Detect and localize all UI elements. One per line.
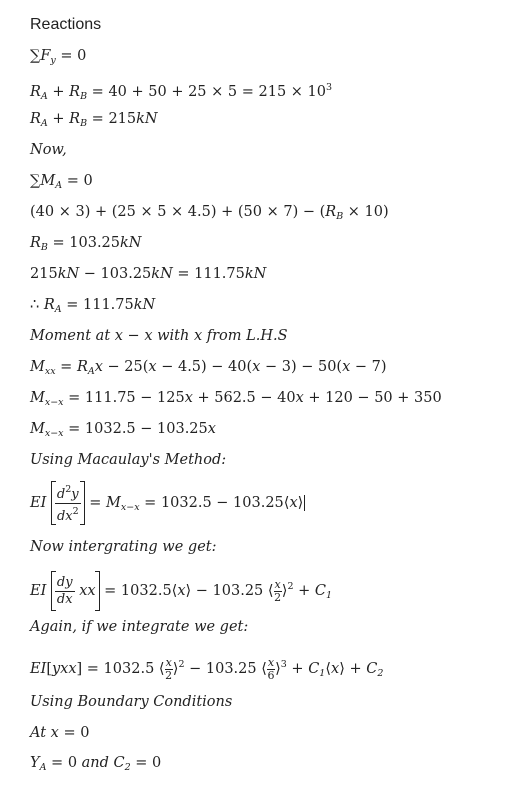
equation-second-integral: EI[yxx] = 1032.5 ⟨ $\frac{x}{2}$ ⟩$^2$ − 103.25 ⟨ $\frac{x}{6}$ ⟩$^3$ + $C_1⟨x⟩ + C_2$ xyxy=(30,655,384,682)
equation-second-derivative: EI $\frac{d^2y}{dx^2}$ = $M_{x-x} = 1032.5$ − 103.25⟨x⟩ xyxy=(30,481,305,530)
text-at-x-zero: At x = 0 xyxy=(30,725,90,741)
equation-mx-expanded: $M_{x-x} = 111.75 - 125x + 562.5 - 40x + 120 - 50 + 350$ xyxy=(30,390,442,408)
equation-mxx: $M_{xx} = R_Ax - 25(x - 4.5) - 40(x - 3) - 50(x - 7)$ xyxy=(30,359,387,377)
page-title: Reactions xyxy=(30,16,102,33)
text-moment-at-x: Moment at x − x with x from L.H.S xyxy=(30,328,288,344)
equation-reaction-total: $R_A + R_B = 215kN$ xyxy=(30,111,158,129)
equation-sum-fy: $\sum F_y = 0$ xyxy=(30,48,87,66)
text-macaulay: Using Macaulay's Method: xyxy=(30,452,227,468)
text-again-integrate: Again, if we integrate we get: xyxy=(30,619,249,635)
equation-ra: ∴ $R_A = 111.75kN$ xyxy=(30,297,156,315)
text-boundary-conditions: Using Boundary Conditions xyxy=(30,694,233,710)
text-integrating: Now intergrating we get: xyxy=(30,539,217,555)
equation-mx-simplified: $M_{x-x} = 1032.5 - 103.25x$ xyxy=(30,421,216,439)
text-now: Now, xyxy=(30,142,67,158)
equation-moment-terms: $(40 \times 3) + (25 \times 5 \times 4.5) + (50 \times 7) - (R_B \times 10)$ xyxy=(30,204,389,222)
equation-rb: $R_B = 103.25kN$ xyxy=(30,235,142,253)
equation-difference: 215kN − 103.25kN = 111.75kN xyxy=(30,266,267,282)
equation-sum-ma: $\sum M_A = 0$ xyxy=(30,173,93,191)
equation-first-integral: EI $\frac{dy}{dx}$ xx = 1032.5⟨x⟩ − 103.25 ⟨ $\frac{x}{2}$ ⟩$^2$ + $C_1$ xyxy=(30,567,332,616)
equation-reaction-sum: $R_A + R_B = 40 + 50 + 25 \times 5 = 215 \times 10^3$ xyxy=(30,82,333,102)
text-cursor xyxy=(304,495,305,511)
equation-boundary-values: $Y_A = 0$ and $C_2 = 0$ xyxy=(30,755,162,773)
